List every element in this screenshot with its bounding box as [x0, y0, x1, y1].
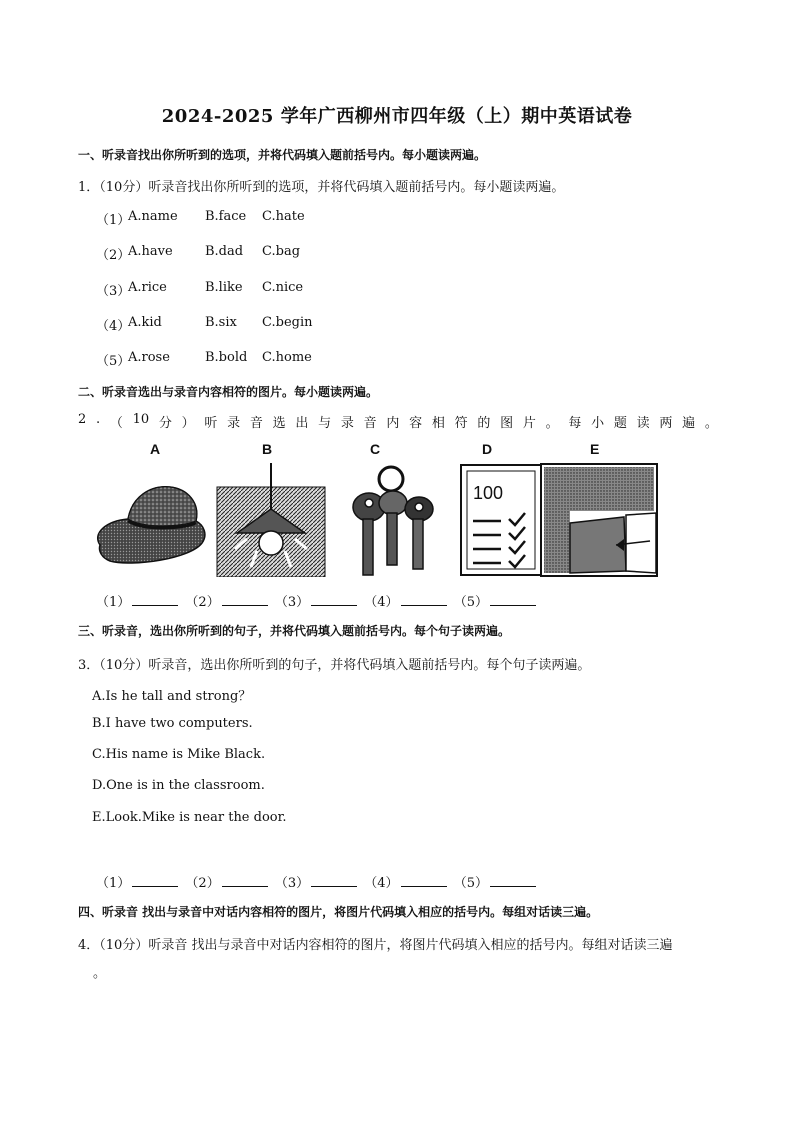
q2-char: 内 [386, 416, 400, 431]
question-3-answer-blanks [96, 872, 539, 891]
q2-char: 音 [249, 416, 263, 431]
q2-char: 两 [659, 416, 673, 431]
lamp-picture [212, 463, 330, 577]
picture-label-a: A [150, 441, 161, 457]
question-2 [78, 412, 718, 431]
sentence-e: E.Look.Mike is near the door. [92, 810, 287, 825]
question-4: 4．（10分）听录音 找出与录音中对话内容相符的图片，将图片代码填入相应的括号内。每组对话读三遍 [78, 938, 673, 953]
blank-label: （1） [96, 595, 131, 610]
option-c: C.begin [262, 315, 313, 330]
q2-char: 的 [477, 416, 491, 431]
picture-label-d: D [482, 441, 493, 457]
blank-label: （5） [453, 876, 488, 891]
answer-blank[interactable] [401, 874, 447, 887]
option-b: B.like [205, 280, 243, 295]
q2-char: 与 [318, 416, 332, 431]
sentence-d: D.One is in the classroom. [92, 778, 265, 793]
option-a: A.have [128, 244, 173, 259]
q2-char: 听 [204, 416, 218, 431]
keys-picture [332, 463, 450, 577]
option-a: A.rose [128, 350, 170, 365]
picture-label-c: C [370, 441, 381, 457]
sentence-b: B.I have two computers. [92, 716, 253, 731]
option-a: A.name [128, 209, 178, 224]
question-2-answer-blanks [96, 591, 539, 610]
q2-char: 分 [158, 416, 172, 431]
answer-blank[interactable] [222, 593, 268, 606]
option-a: A.kid [128, 315, 162, 330]
answer-blank[interactable] [401, 593, 447, 606]
answer-blank[interactable] [222, 874, 268, 887]
option-num: （4） [96, 319, 131, 334]
option-c: C.nice [262, 280, 304, 295]
answer-blank[interactable] [490, 593, 536, 606]
q2-char: 出 [295, 416, 309, 431]
question-3: 3．（10分）听录音，选出你所听到的句子，并将代码填入题前括号内。每个句子读两遍。 [78, 658, 591, 673]
option-c: C.hate [262, 209, 305, 224]
blank-label: （2） [185, 876, 220, 891]
q2-char: 图 [500, 416, 514, 431]
q2-char: 符 [454, 416, 468, 431]
q2-char: ） [181, 416, 195, 431]
option-b: B.bold [205, 350, 248, 365]
option-num: （2） [96, 248, 131, 263]
section-2-heading: 二、听录音选出与录音内容相符的图片。每小题读两遍。 [78, 385, 379, 399]
option-a: A.rice [128, 280, 167, 295]
q2-char: 。 [545, 416, 559, 431]
exam-title: 2024-2025 学年广西柳州市四年级（上）期中英语试卷 [161, 106, 633, 127]
answer-blank[interactable] [132, 874, 178, 887]
picture-label-e: E [590, 441, 600, 457]
q2-char: . [96, 412, 101, 427]
answer-blank[interactable] [490, 874, 536, 887]
answer-blank[interactable] [311, 593, 357, 606]
q2-char: 。 [704, 416, 718, 431]
q2-char: 每 [568, 416, 582, 431]
question-4-continuation: 。 [93, 966, 107, 981]
answer-blank[interactable] [311, 874, 357, 887]
section-3-heading: 三、听录音，选出你所听到的句子，并将代码填入题前括号内。每个句子读两遍。 [78, 624, 511, 638]
blank-label: （3） [274, 876, 310, 891]
q2-char: 相 [431, 416, 445, 431]
option-num: （3） [96, 284, 131, 299]
blank-label: （4） [364, 595, 399, 610]
q2-char: 题 [613, 416, 627, 431]
option-b: B.six [205, 315, 237, 330]
option-num: （5） [96, 354, 131, 369]
question-1: 1．（10分）听录音找出你所听到的选项，并将代码填入题前括号内。每小题读两遍。 [78, 180, 565, 195]
option-b: B.dad [205, 244, 244, 259]
q2-char: 读 [636, 416, 650, 431]
q2-char: 2 [78, 412, 87, 427]
option-c: C.home [262, 350, 312, 365]
hat-picture [92, 463, 210, 577]
q2-char: 容 [409, 416, 423, 431]
q2-char: 片 [522, 416, 536, 431]
picture-label-b: B [262, 441, 273, 457]
sentence-a: A.Is he tall and strong？ [92, 689, 252, 704]
blank-label: （1） [96, 876, 131, 891]
sentence-c: C.His name is Mike Black. [92, 747, 266, 762]
section-4-heading: 四、听录音 找出与录音中对话内容相符的图片，将图片代码填入相应的括号内。每组对话读三遍。 [78, 905, 599, 919]
blank-label: （5） [453, 595, 488, 610]
blank-label: （2） [185, 595, 220, 610]
checklist-score: 100 [473, 483, 504, 503]
option-b: B.face [205, 209, 247, 224]
q2-char: 选 [272, 416, 286, 431]
option-num: （1） [96, 213, 131, 228]
answer-blank[interactable] [132, 593, 178, 606]
q2-char: 录 [227, 416, 241, 431]
q2-char: 录 [340, 416, 354, 431]
section-1-heading: 一、听录音找出你所听到的选项，并将代码填入题前括号内。每小题读两遍。 [78, 148, 487, 162]
q2-char: 10 [132, 412, 150, 427]
door-picture [540, 463, 658, 577]
q2-char: （ [109, 416, 123, 431]
blank-label: （4） [364, 876, 399, 891]
q2-char: 遍 [682, 416, 696, 431]
q2-char: 音 [363, 416, 377, 431]
blank-label: （3） [274, 595, 310, 610]
q2-char: 小 [591, 416, 605, 431]
option-c: C.bag [262, 244, 301, 259]
